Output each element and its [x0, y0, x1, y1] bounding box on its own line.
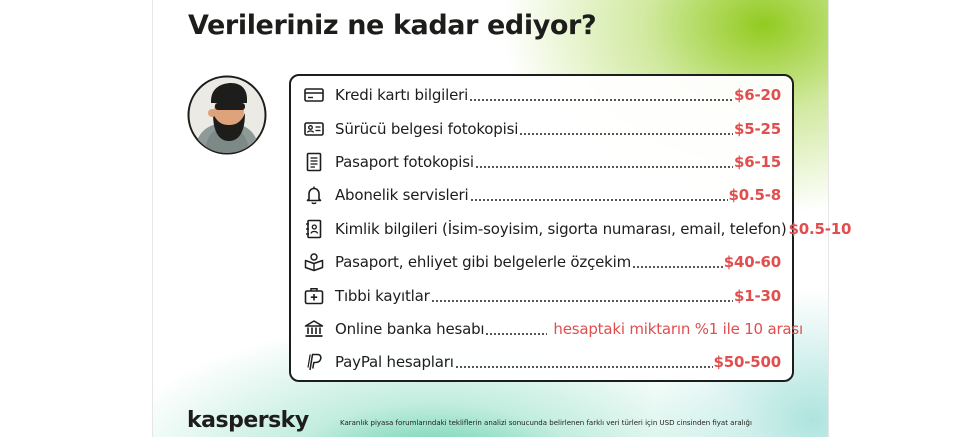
item-price: $0.5-10	[788, 220, 852, 238]
item-label: Sürücü belgesi fotokopisi	[335, 120, 519, 138]
item-label: Kredi kartı bilgileri	[335, 86, 469, 104]
list-item	[303, 216, 852, 242]
dot-leader	[475, 155, 733, 169]
item-price: $5-25	[734, 120, 781, 138]
dot-leader	[431, 289, 733, 303]
page-title: Verileriniz ne kadar ediyor?	[188, 10, 597, 41]
item-label: PayPal hesapları	[335, 353, 454, 371]
dot-leader	[469, 88, 733, 102]
dot-leader	[632, 255, 723, 269]
document-icon	[303, 151, 325, 173]
dot-leader	[485, 322, 547, 336]
right-divider	[828, 0, 829, 437]
list-item	[303, 116, 781, 142]
kaspersky-logo: kaspersky	[187, 408, 309, 433]
item-label: Online banka hesabı	[335, 320, 485, 338]
item-price: $40-60	[723, 253, 781, 271]
bell-icon	[303, 184, 325, 206]
paypal-icon	[303, 351, 325, 373]
list-item	[303, 349, 781, 375]
selfie-icon	[303, 251, 325, 273]
item-label: Pasaport, ehliyet gibi belgelerle özçekim	[335, 253, 632, 271]
contact-book-icon	[303, 218, 325, 240]
list-item	[303, 316, 803, 342]
item-price: $50-500	[713, 353, 781, 371]
item-price: $0.5-8	[728, 186, 781, 204]
item-price: $1-30	[734, 287, 781, 305]
dot-leader	[455, 355, 713, 369]
list-item	[303, 82, 781, 108]
list-item	[303, 182, 781, 208]
credit-card-icon	[303, 84, 325, 106]
item-label: Tıbbi kayıtlar	[335, 287, 430, 305]
infographic-card	[153, 0, 852, 437]
item-label: Pasaport fotokopisi	[335, 153, 474, 171]
item-price: $6-20	[734, 86, 781, 104]
id-card-icon	[303, 118, 325, 140]
item-label: Kimlik bilgileri (İsim-soyisim, sigorta numarası, email, telefon)	[335, 220, 787, 238]
list-item	[303, 149, 781, 175]
dot-leader	[470, 188, 728, 202]
bank-icon	[303, 318, 325, 340]
dot-leader	[519, 122, 733, 136]
item-price: $6-15	[734, 153, 781, 171]
list-item	[303, 249, 781, 275]
medical-kit-icon	[303, 285, 325, 307]
price-list-panel	[289, 74, 852, 382]
footnote: Karanlık piyasa forumlarındaki tekliflerin analizi sonucunda belirlenen farklı veri türleri için USD cinsinden fiyat aralığı	[340, 419, 752, 427]
list-item	[303, 283, 781, 309]
item-price: hesaptaki miktarın %1 ile 10 arası	[553, 320, 803, 338]
hacker-avatar-icon	[187, 75, 267, 155]
item-label: Abonelik servisleri	[335, 186, 469, 204]
